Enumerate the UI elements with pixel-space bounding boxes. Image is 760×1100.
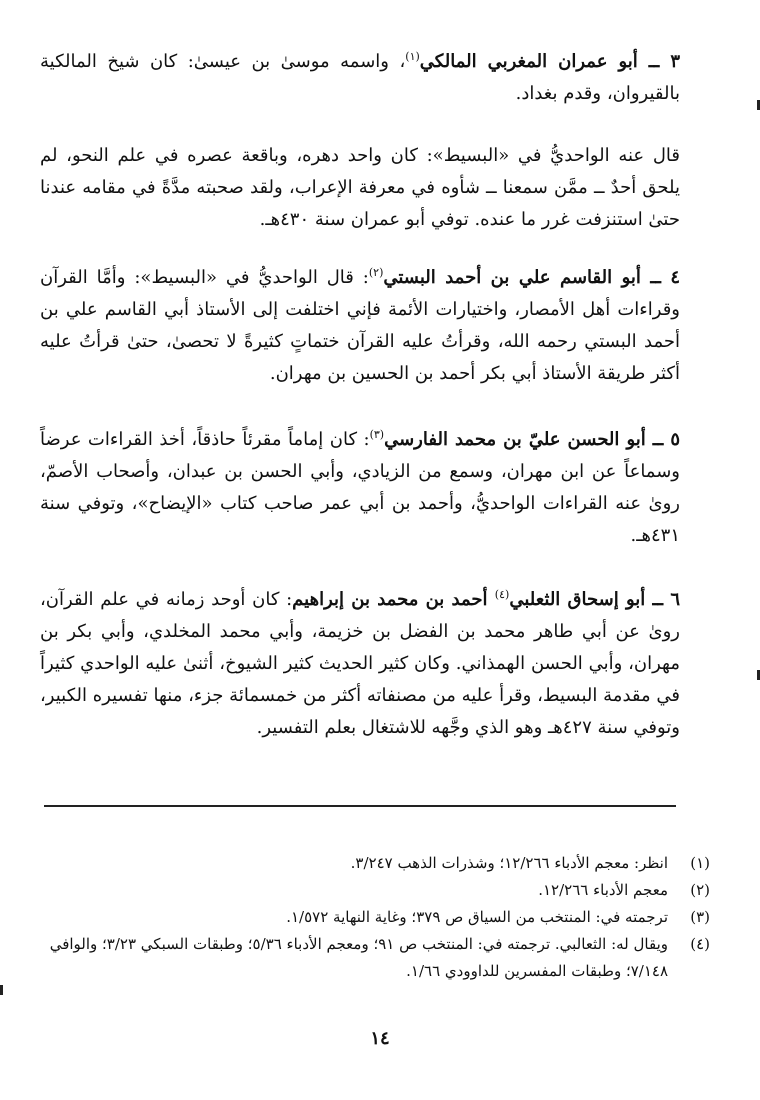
entry-text: ، واسمه موسىٰ بن عيسىٰ: كان شيخ المالكية بالقيروان، وقدم بغداد. xyxy=(40,51,680,104)
entry-6 xyxy=(40,584,680,744)
entry-text: : كان إماماً مقرئاً حاذقاً، أخذ القراءات عرضاً وسماعاً عن ابن مهران، وسمع من الزيادي، وأبي الحسن بن عبدان، وأصحاب الأصمّ، روىٰ عنه القراءات الواحديُّ، وأحمد بن أبي عمر صاحب كتاب «الإيضاح»، وتوفي سنة ٤٣١هـ. xyxy=(40,429,680,546)
footnote-text: معجم الأدباء ١٢/٢٦٦. xyxy=(538,881,668,899)
entry-5 xyxy=(40,424,680,552)
page-number: ١٤ xyxy=(370,1028,390,1049)
footnote-text: ويقال له: الثعالبي. ترجمته في: المنتخب ص ٩١؛ ومعجم الأدباء ٥/٣٦؛ وطبقات السبكي ٣/٢٣؛ والوافي ٧/١٤٨؛ وطبقات المفسرين للداوودي ١/٦٦. xyxy=(49,935,668,980)
entry-text: قال عنه الواحديُّ في «البسيط»: كان واحد دهره، وباقعة عصره في علم النحو، لم يلحق أحدٌ ــ ممَّن سمعنا ــ شأوه في معرفة الإعراب، ولقد صحبته مدَّةً في مقامه عندنا حتىٰ استنزفت غرر ما عنده. توفي أبو عمران سنة ٤٣٠هـ. xyxy=(40,145,680,230)
footnote-number: (٤) xyxy=(690,935,710,953)
footnote-text: انظر: معجم الأدباء ١٢/٢٦٦؛ وشذرات الذهب ٣/٢٤٧. xyxy=(350,854,668,872)
entry-3 xyxy=(40,46,680,110)
footnote-ref: (١) xyxy=(405,50,420,63)
entry-heading: ٥ ــ أبو الحسن عليّ بن محمد الفارسي xyxy=(384,429,681,450)
footnote-text: ترجمته في: المنتخب من السياق ص ٣٧٩؛ وغاية النهاية ١/٥٧٢. xyxy=(286,908,668,926)
footnote-number: (٢) xyxy=(690,881,710,899)
entry-4 xyxy=(40,262,680,390)
footnote-item xyxy=(40,877,710,904)
footnote-ref: (٤) xyxy=(494,588,510,601)
footnote-item xyxy=(40,931,710,985)
footnote-number: (٣) xyxy=(690,908,710,926)
footnote-separator xyxy=(44,805,676,807)
entry-heading: ٣ ــ أبو عمران المغربي المالكي xyxy=(419,51,681,72)
entry-heading: ٦ ــ أبو إسحاق الثعلبي xyxy=(509,589,680,610)
scan-edge-mark xyxy=(0,985,3,995)
footnote-number: (١) xyxy=(690,854,710,872)
footnote-item xyxy=(40,850,710,877)
footnote-ref: (٣) xyxy=(369,428,385,441)
entry-heading: ٤ ــ أبو القاسم علي بن أحمد البستي xyxy=(383,267,680,288)
entry-text: : كان أوحد زمانه في علم القرآن، روىٰ عن أبي طاهر محمد بن الفضل بن خزيمة، وأبي محمد المخلدي، وأبي بكر بن مهران، وأبي الحسن الهمذاني. وكان كثير الحديث كثير الشيوخ، أثنىٰ عليه الواحدي كثيراً في مقدمة البسيط، وقرأ عليه من مصنفاته أكثر من خمسمائة جزء، منها تفسيره الكبير، وتوفي سنة ٤٢٧هـ وهو الذي وجَّهه للاشتغال بعلم التفسير. xyxy=(40,589,680,738)
footnote-ref: (٢) xyxy=(368,266,384,279)
footnote-item xyxy=(40,904,710,931)
footnotes xyxy=(40,850,710,985)
entry-text: : قال الواحديُّ في «البسيط»: وأمَّا القرآن وقراءات أهل الأمصار، واختيارات الأئمة فإني اختلفت إلى الأستاذ أبي القاسم علي بن أحمد البستي رحمه الله، وقرأتُ عليه القرآن ختماتٍ كثيرةً لا تحصىٰ، حتىٰ قرأتُ عليه أكثر طريقة الأستاذ أبي بكر أحمد بن الحسين بن مهران. xyxy=(40,267,680,384)
entry-3-quote xyxy=(40,140,680,236)
entry-heading-name: أحمد بن محمد بن إبراهيم xyxy=(292,589,495,610)
